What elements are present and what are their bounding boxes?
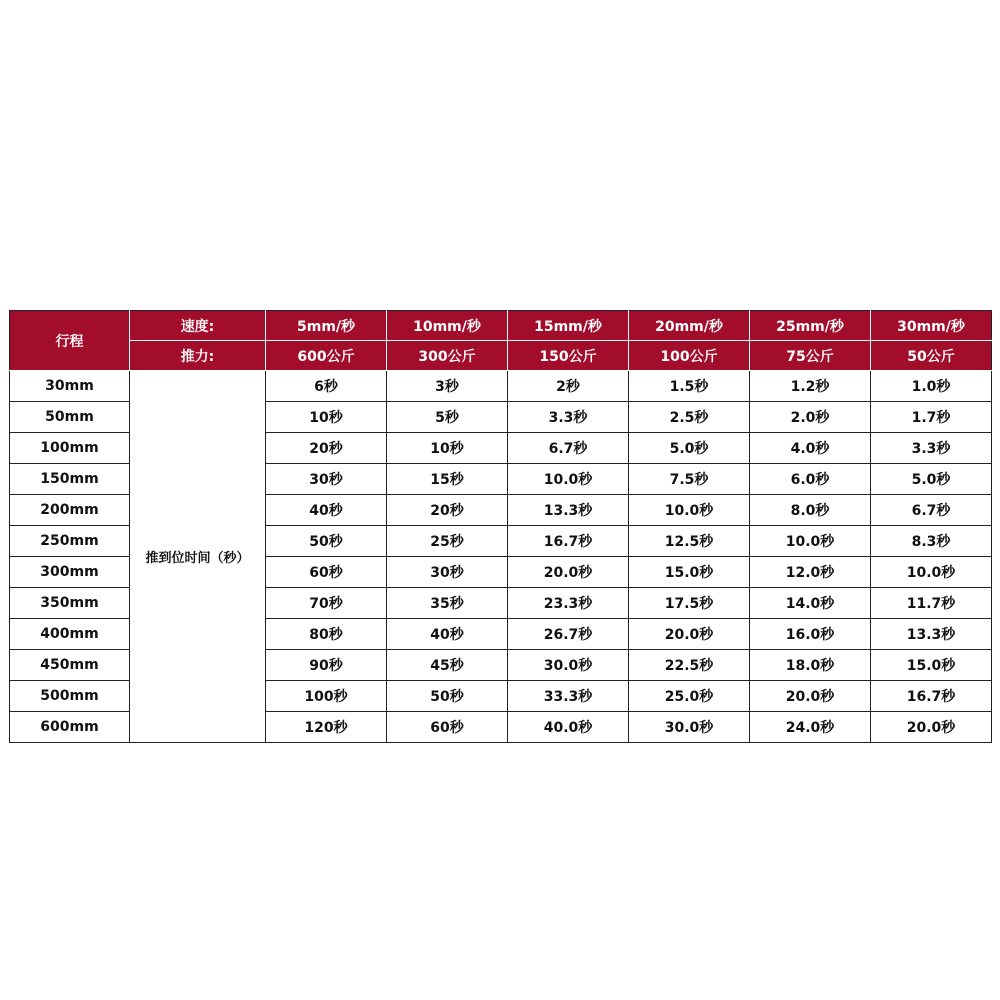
thrust-cell: 100公斤 <box>629 341 750 371</box>
time-cell: 50秒 <box>387 681 508 712</box>
time-cell: 16.0秒 <box>750 619 871 650</box>
time-cell: 8.3秒 <box>871 526 992 557</box>
time-cell: 5秒 <box>387 402 508 433</box>
time-cell: 6秒 <box>266 371 387 402</box>
time-cell: 13.3秒 <box>871 619 992 650</box>
time-cell: 17.5秒 <box>629 588 750 619</box>
stroke-cell: 400mm <box>10 619 130 650</box>
time-cell: 30.0秒 <box>508 650 629 681</box>
time-cell: 120秒 <box>266 712 387 743</box>
header-row-thrust <box>10 341 992 371</box>
thrust-label-cell: 推力: <box>130 341 266 371</box>
time-cell: 40.0秒 <box>508 712 629 743</box>
time-cell: 35秒 <box>387 588 508 619</box>
time-cell: 40秒 <box>266 495 387 526</box>
speed-cell: 20mm/秒 <box>629 311 750 341</box>
time-cell: 1.5秒 <box>629 371 750 402</box>
time-cell: 100秒 <box>266 681 387 712</box>
time-cell: 16.7秒 <box>508 526 629 557</box>
speed-cell: 15mm/秒 <box>508 311 629 341</box>
stroke-cell: 250mm <box>10 526 130 557</box>
time-cell: 25秒 <box>387 526 508 557</box>
time-cell: 12.5秒 <box>629 526 750 557</box>
time-cell: 10秒 <box>266 402 387 433</box>
stroke-cell: 500mm <box>10 681 130 712</box>
time-cell: 70秒 <box>266 588 387 619</box>
time-cell: 1.7秒 <box>871 402 992 433</box>
thrust-cell: 75公斤 <box>750 341 871 371</box>
time-cell: 8.0秒 <box>750 495 871 526</box>
time-cell: 15.0秒 <box>629 557 750 588</box>
thrust-cell: 150公斤 <box>508 341 629 371</box>
time-cell: 10.0秒 <box>508 464 629 495</box>
time-cell: 25.0秒 <box>629 681 750 712</box>
stroke-cell: 30mm <box>10 371 130 402</box>
time-cell: 10.0秒 <box>871 557 992 588</box>
stroke-cell: 600mm <box>10 712 130 743</box>
thrust-cell: 600公斤 <box>266 341 387 371</box>
time-cell: 10秒 <box>387 433 508 464</box>
time-cell: 2.0秒 <box>750 402 871 433</box>
time-cell: 30.0秒 <box>629 712 750 743</box>
speed-cell: 5mm/秒 <box>266 311 387 341</box>
stroke-speed-table <box>9 310 992 743</box>
thrust-cell: 50公斤 <box>871 341 992 371</box>
time-cell: 45秒 <box>387 650 508 681</box>
time-cell: 14.0秒 <box>750 588 871 619</box>
time-cell: 18.0秒 <box>750 650 871 681</box>
stroke-cell: 350mm <box>10 588 130 619</box>
time-cell: 33.3秒 <box>508 681 629 712</box>
time-cell: 11.7秒 <box>871 588 992 619</box>
time-cell: 90秒 <box>266 650 387 681</box>
stroke-cell: 50mm <box>10 402 130 433</box>
time-cell: 10.0秒 <box>750 526 871 557</box>
time-cell: 20秒 <box>266 433 387 464</box>
time-cell: 40秒 <box>387 619 508 650</box>
speed-cell: 25mm/秒 <box>750 311 871 341</box>
time-cell: 50秒 <box>266 526 387 557</box>
time-cell: 5.0秒 <box>871 464 992 495</box>
time-cell: 20.0秒 <box>629 619 750 650</box>
time-cell: 26.7秒 <box>508 619 629 650</box>
stroke-cell: 200mm <box>10 495 130 526</box>
time-cell: 13.3秒 <box>508 495 629 526</box>
time-cell: 60秒 <box>266 557 387 588</box>
time-cell: 15秒 <box>387 464 508 495</box>
stroke-cell: 100mm <box>10 433 130 464</box>
time-cell: 30秒 <box>387 557 508 588</box>
thrust-cell: 300公斤 <box>387 341 508 371</box>
time-cell: 20.0秒 <box>508 557 629 588</box>
push-time-label-cell: 推到位时间（秒） <box>130 371 266 743</box>
stroke-cell: 300mm <box>10 557 130 588</box>
time-cell: 23.3秒 <box>508 588 629 619</box>
time-cell: 4.0秒 <box>750 433 871 464</box>
header-row-speed <box>10 311 992 341</box>
time-cell: 6.7秒 <box>508 433 629 464</box>
time-cell: 30秒 <box>266 464 387 495</box>
speed-label-cell: 速度: <box>130 311 266 341</box>
time-cell: 6.0秒 <box>750 464 871 495</box>
time-cell: 6.7秒 <box>871 495 992 526</box>
time-cell: 1.2秒 <box>750 371 871 402</box>
time-cell: 3.3秒 <box>871 433 992 464</box>
stroke-header-cell: 行程 <box>10 311 130 371</box>
speed-cell: 30mm/秒 <box>871 311 992 341</box>
speed-cell: 10mm/秒 <box>387 311 508 341</box>
time-cell: 20秒 <box>387 495 508 526</box>
time-cell: 60秒 <box>387 712 508 743</box>
time-cell: 24.0秒 <box>750 712 871 743</box>
time-cell: 80秒 <box>266 619 387 650</box>
time-cell: 15.0秒 <box>871 650 992 681</box>
time-cell: 20.0秒 <box>750 681 871 712</box>
time-cell: 5.0秒 <box>629 433 750 464</box>
time-cell: 12.0秒 <box>750 557 871 588</box>
time-cell: 2.5秒 <box>629 402 750 433</box>
time-cell: 1.0秒 <box>871 371 992 402</box>
stroke-cell: 450mm <box>10 650 130 681</box>
time-cell: 20.0秒 <box>871 712 992 743</box>
time-cell: 7.5秒 <box>629 464 750 495</box>
time-cell: 10.0秒 <box>629 495 750 526</box>
stroke-cell: 150mm <box>10 464 130 495</box>
time-cell: 16.7秒 <box>871 681 992 712</box>
time-cell: 22.5秒 <box>629 650 750 681</box>
table-body <box>10 311 992 743</box>
time-cell: 3.3秒 <box>508 402 629 433</box>
time-cell: 3秒 <box>387 371 508 402</box>
table-row <box>10 371 992 402</box>
time-cell: 2秒 <box>508 371 629 402</box>
